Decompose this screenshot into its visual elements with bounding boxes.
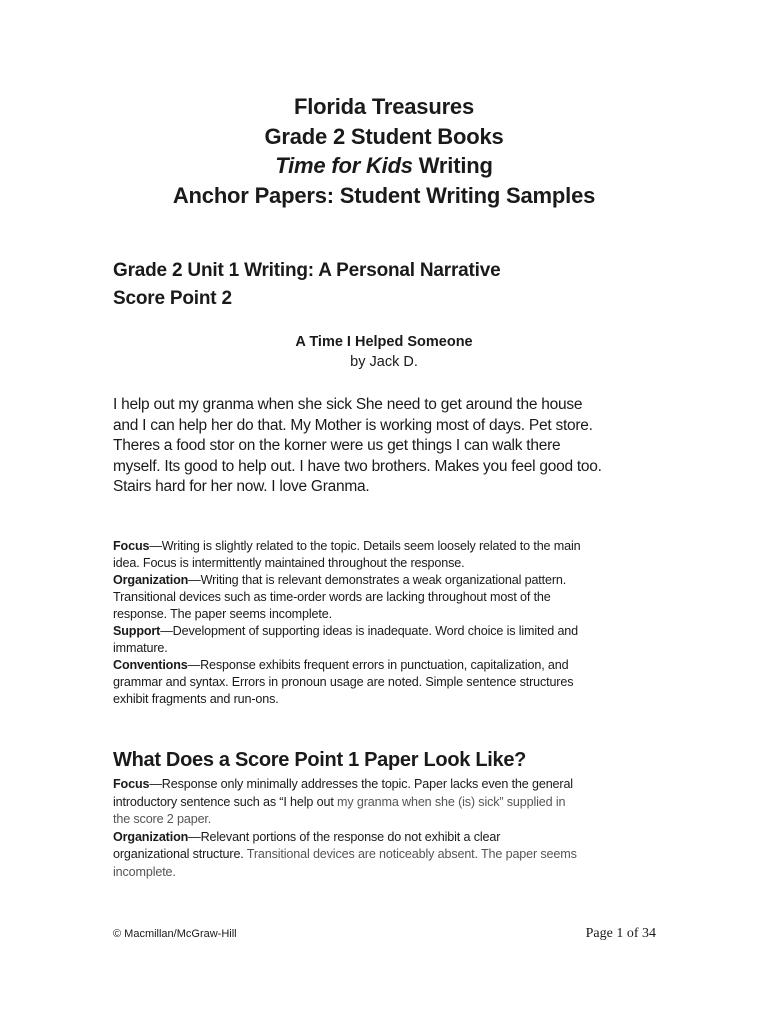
support-label: Support <box>113 624 161 638</box>
title-line-4: Anchor Papers: Student Writing Samples <box>172 182 596 208</box>
criteria-line: Transitional devices such as time-order words are lacking throughout most of the <box>113 590 551 604</box>
criteria-line <box>113 794 673 812</box>
focus-text: —Writing is slightly related to the topic. Details seem loosely related to the main <box>149 539 581 553</box>
story-title: A Time I Helped Someone <box>295 334 473 350</box>
criteria-line <box>113 776 673 794</box>
organization-text: —Writing that is relevant demonstrates a weak organizational pattern. <box>188 573 567 587</box>
criteria-line: grammar and syntax. Errors in pronoun usage are noted. Simple sentence structures <box>113 675 574 689</box>
organization-text: —Relevant portions of the response do not exhibit a clear <box>188 829 501 844</box>
title-rest-part: Writing <box>412 153 493 178</box>
sample-line: Theres a food stor on the korner were us get things I can walk there <box>113 437 561 454</box>
focus-text-part: introductory sentence such as “I help out <box>113 794 338 809</box>
unit-heading <box>113 257 501 313</box>
footer-page-number: Page 1 of 34 <box>585 926 656 941</box>
focus-label: Focus <box>113 539 150 553</box>
unit-score-point: Score Point 2 <box>113 288 232 309</box>
story-author: by Jack D. <box>350 354 418 370</box>
organization-text-part: organizational structure. <box>113 847 244 861</box>
criteria-line <box>113 657 673 674</box>
unit-heading-title: Grade 2 Unit 1 Writing: A Personal Narrative <box>113 260 501 281</box>
focus-label: Focus <box>113 777 150 791</box>
criteria-line <box>113 623 673 640</box>
criteria-line: response. The paper seems incomplete. <box>113 607 332 621</box>
sample-line: and I can help her do that. My Mother is working most of days. Pet store. <box>113 416 593 434</box>
organization-label: Organization <box>113 573 189 587</box>
sample-line: Stairs hard for her now. I love Granma. <box>113 478 370 495</box>
support-text: —Development of supporting ideas is inadequate. Word choice is limited and <box>160 624 579 638</box>
title-italic-part: Time for Kids <box>275 153 413 178</box>
criteria-line <box>113 829 673 847</box>
criteria-line <box>113 538 673 555</box>
criteria-line: idea. Focus is intermittently maintained throughout the response. <box>113 556 465 570</box>
title-line-1: Florida Treasures <box>293 94 474 119</box>
criteria-line: the score 2 paper. <box>113 812 212 826</box>
criteria-line: immature. <box>113 641 168 655</box>
organization-label: Organization <box>113 829 189 844</box>
criteria-line: incomplete. <box>113 864 176 879</box>
criteria-line: exhibit fragments and run-ons. <box>113 692 279 706</box>
footer-copyright: © Macmillan/McGraw-Hill <box>113 928 237 940</box>
score-2-criteria <box>113 538 673 708</box>
organization-text-soft: Transitional devices are noticeably absent. The paper seems <box>243 847 577 861</box>
score-1-heading: What Does a Score Point 1 Paper Look Like? <box>113 749 527 771</box>
sample-line: I help out my granma when she sick She need to get around the house <box>113 396 583 413</box>
focus-text: —Response only minimally addresses the topic. Paper lacks even the general <box>149 777 573 791</box>
conventions-text: —Response exhibits frequent errors in punctuation, capitalization, and <box>187 658 569 672</box>
score-1-criteria <box>113 776 673 881</box>
focus-text-quote: my granma when she (is) sick” supplied in <box>337 794 566 809</box>
criteria-line <box>113 572 673 589</box>
conventions-label: Conventions <box>113 658 188 672</box>
student-writing-sample <box>113 395 673 498</box>
title-line-2: Grade 2 Student Books <box>264 123 504 149</box>
sample-line: myself. Its good to help out. I have two brothers. Makes you feel good too. <box>113 457 602 475</box>
criteria-line <box>113 846 673 864</box>
document-title-block <box>0 92 768 210</box>
title-line-3 <box>0 151 768 181</box>
